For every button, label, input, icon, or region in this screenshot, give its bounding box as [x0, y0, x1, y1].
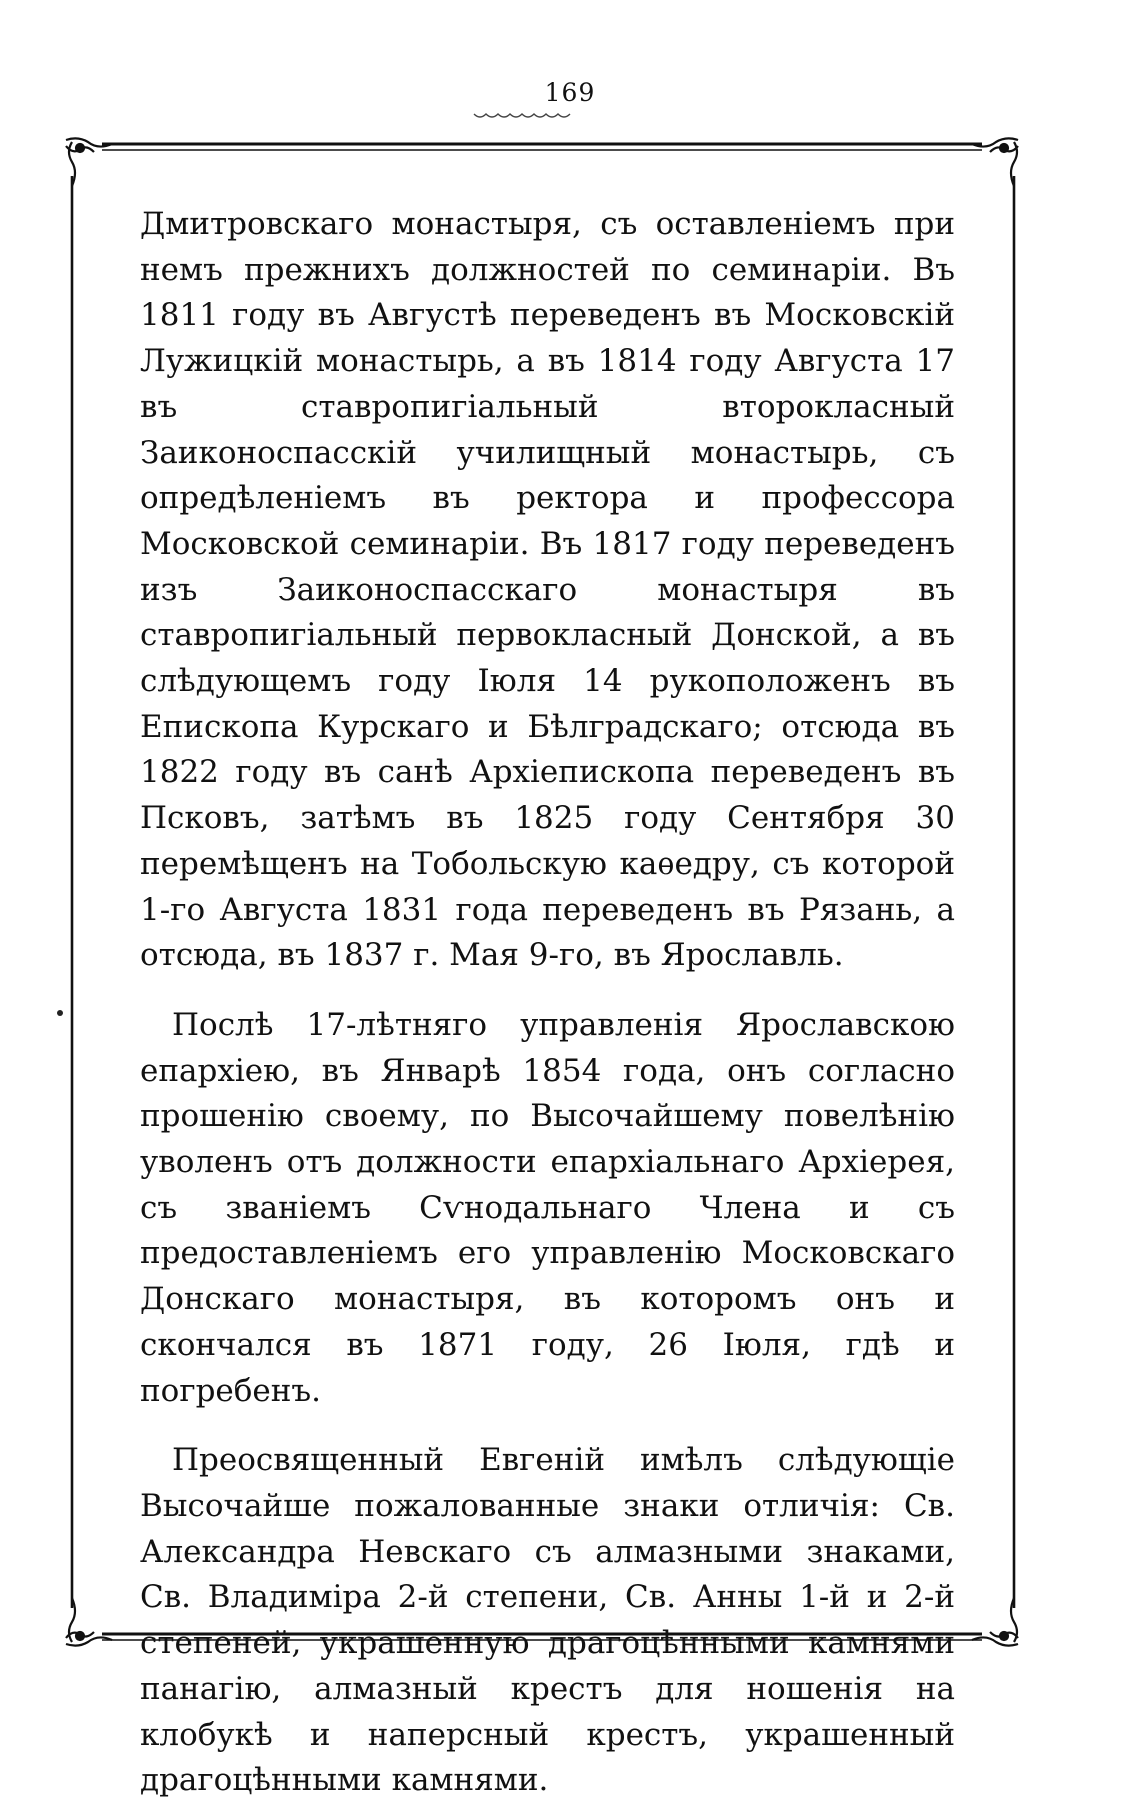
paragraph-1: Дмитровскаго монастыря, съ оставленіемъ при немъ прежнихъ должностей по семинаріи. Въ 1811 году въ Августѣ переведенъ въ Московскій Лужицкій монастырь, а въ 1814 году Августа 17 въ ставропигіальный второкласный Заиконоспасскій училищный монастырь, съ опредѣленіемъ въ ректора и профессора Московской семинаріи. Въ 1817 году переведенъ изъ Заиконоспасскаго монастыря въ ставропигіальный первокласный Донской, а въ слѣдующемъ году Іюля 14 рукоположенъ въ Епископа Курскаго и Бѣлградскаго; отсюда въ 1822 году въ санѣ Архіепископа переведенъ въ Псковъ, затѣмъ въ 1825 году Сентября 30 перемѣщенъ на Тобольскую каѳедру, съ которой 1-го Августа 1831 года переведенъ въ Рязань, а отсюда, въ 1837 г. Мая 9-го, въ Ярославль. [140, 206, 955, 974]
paragraph-2: Послѣ 17-лѣтняго управленія Ярославскою епархіею, въ Январѣ 1854 года, онъ согласно прошенію своему, по Высочайшему повелѣнію уволенъ отъ должности епархіальнаго Архіерея, съ званіемъ Сѵнодальнаго Члена и съ предоставленіемъ его управленію Московскаго Донскаго монастыря, въ которомъ онъ и скончался въ 1871 году, 26 Іюля, гдѣ и погребенъ. [140, 1006, 955, 1409]
page-number: 169 [544, 78, 596, 107]
page-number-flourish [0, 110, 1140, 122]
margin-dot [57, 1010, 63, 1016]
corner-ornament-bottom-right [972, 1598, 1018, 1646]
body-text [140, 202, 955, 1804]
paragraph-3: Преосвященный Евгеній имѣлъ слѣдующіе Высочайше пожалованные знаки отличія: Св. Александра Невскаго съ алмазными знаками, Св. Владиміра 2-й степени, Св. Анны 1-й и 2-й степеней, украшенную драгоцѣнными камнями панагію, алмазный крестъ для ношенія на клобукѣ и наперсный крестъ, украшенный драгоцѣнными камнями. [140, 1442, 955, 1799]
corner-ornament-top-right [972, 138, 1018, 186]
